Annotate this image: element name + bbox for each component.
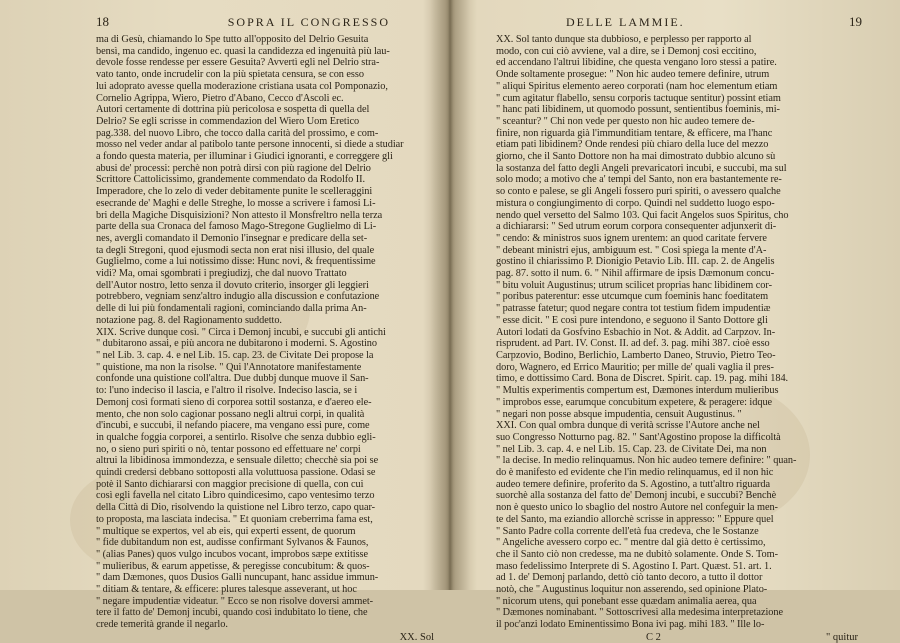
text-line: " ditiam & tentare, & efficere: plures talesque asseverant, ut hoc <box>96 584 357 596</box>
text-line: non è questo unico lo sbaglio del nostro Autore nel confeguir la men- <box>496 502 778 514</box>
text-line: a fondo questa materia, per illuminar i Giudici ignoranti, e correggere gli <box>96 151 393 163</box>
text-line: " Santo Padre colla corrente dell'età fua credeva, che le Sostanze <box>496 525 759 537</box>
text-line: " dam Dæmones, quos Dusios Galli nuncupant, hanc assidue immun- <box>96 572 379 584</box>
text-line: XX. Sol tanto dunque sta dubbioso, e perplesso per rapporto al <box>496 34 752 45</box>
text-line: mosso nel veder andar al patibolo tante persone innocenti, si diede a studiar <box>96 139 404 151</box>
text-line: suorchè alla sostanza del fatto de' Demonj incubi, e succubi? Benchè <box>496 490 777 502</box>
text-line: " Dæmones nominabant. " Sottoscrivesi alla medesima interpretazione <box>496 607 784 619</box>
text-line: Imperadore, che lo zelo di veder debitamente punite le scelleraggini <box>96 186 373 198</box>
text-line: devole fosse rendesse per essere Gesuita? Avvertì egli nel Delrio stra- <box>96 57 380 69</box>
text-line: mistura o congiungimento di corpo. Quindi nel suddetto luogo espo- <box>496 197 775 209</box>
text-line: " Multis experimentis compertum est, Dæmones interdum mulieribus <box>496 385 779 397</box>
text-line: " multique se expertos, vel ab eis, qui experti essent, de quorum <box>96 525 356 537</box>
text-line: delle di lui più fondamentali ragioni, cominciando dalla prima An- <box>96 303 367 315</box>
text-line: crede temerità grande il negarlo. <box>96 619 228 631</box>
text-line: potrebbero, vegniam senz'altro indugio alla discussion e confutazione <box>96 291 380 303</box>
right-catchword: " quitur <box>826 631 858 643</box>
left-running-head: SOPRA IL CONGRESSO <box>227 15 390 29</box>
text-line: finire, non riguarda già l'immunditiam tentare, & efficere, ma l'hanc <box>496 127 773 139</box>
text-line: to proposta, ma lasciata indecisa. " Et quoniam creberrima fama est, <box>96 513 373 525</box>
text-line: vidi? Ma, omai sgombrati i pregiudizj, che dal nuovo Trattato <box>96 268 347 280</box>
text-line: do è manifesto ed evidente che l'in medio relinquamus, ed il non hic <box>496 467 774 479</box>
text-line: in qualche foggia corporei, a sentirlo. Risolve che senza dubbio egli- <box>96 431 376 443</box>
text-line: esecrande de' Maghi e delle Streghe, lo mosse a scrivere i famosi Li- <box>96 197 376 209</box>
text-line: Autori certamente di dottrina più pericolosa e sospetta di quella del <box>96 104 370 116</box>
left-page-header <box>96 14 438 32</box>
text-line: confonde una quistione coll'altra. Due dubbj dunque muove il San- <box>96 373 369 385</box>
text-line: etiam pati libidinem? Onde rendesi più chiaro della luce del mezzo <box>496 139 769 151</box>
text-line: Guglielmo, come a lui notissimo disse: Hunc novi, & frequentissime <box>96 256 376 268</box>
text-line: così egli favella nel citato Libro quindicesimo, capo ventesimo terzo <box>96 490 375 502</box>
text-line: timo, e dottissimo Card. Bona de Discret. Spirit. cap. 19. pag. mihi 184. <box>496 373 789 385</box>
left-page-number: 18 <box>96 14 109 29</box>
text-line: no, o sieno puri spiriti o nò, tentar possono ed effettuare ne' corpi <box>96 443 361 455</box>
text-line: che il Santo ciò non credesse, ma ne dubitò solamente. Onde S. Tom- <box>496 548 778 560</box>
text-line: parte della sua Cronaca del famoso Mago-Stregone Guglielmo di Li- <box>96 221 377 233</box>
left-page-body <box>96 34 438 631</box>
text-line: ta degli Stregoni, quod ejusmodi secta non erat nisi illusio, del quale <box>96 244 375 256</box>
text-line: " dubitarono assai, e più ancora ne dubitarono i moderni. S. Agostino <box>96 338 378 350</box>
left-catchword: XX. Sol <box>399 631 434 643</box>
text-line: XXI. Con qual ombra dunque di verità scrisse l'Autore anche nel <box>496 420 760 432</box>
text-line: giorno, che il Santo Dottore non ha mai dimostrato dubbio alcuno sù <box>496 151 776 163</box>
text-line: Autori lodati da Gosfvino Esbachio in Not. & Addit. ad Carpzov. In- <box>496 326 776 338</box>
right-running-head: DELLE LAMMIE. <box>566 15 685 29</box>
text-line: ad 1. de' Demonj parlando, dettò ciò tanto decoro, a tutto il dottor <box>496 572 763 584</box>
text-line: altrui la libidinosa immondezza, e sensuale diletto; checchè sia poi se <box>96 455 379 467</box>
text-line: " cum agitatur flabello, sensu corporis tactuque sentitur) possint etiam <box>496 92 781 104</box>
text-line: maso fedelissimo Interprete di S. Agostino I. Part. Quæst. 51. art. 1. <box>496 560 772 572</box>
text-line: " poribus paterentur: esse utcumque cum foeminis hanc foeditatem <box>496 291 769 303</box>
text-line: pag. 87. sotto il num. 6. " Nihil affirmare de ipsis Dæmonum concu- <box>496 268 775 280</box>
text-line: te del Santo, ma eziandio allorchè scrisse in appresso: " Eppure quel <box>496 513 774 525</box>
text-line: a dichiararsi: " Sed utrum eorum corpora consequenter adjunxerit di- <box>496 221 777 233</box>
text-line: " debeant ministri ejus, ambiguum est. " Così spiega la mente d'A- <box>496 244 767 256</box>
text-line: il poc'anzi lodato Eminentissimo Bona ivi pag. mihi 183. " Ille lo- <box>496 619 765 631</box>
text-line: mento, che non solo cagionar possano negli altrui corpi, in qualità <box>96 408 365 420</box>
text-line: to: l'uno indeciso il lascia, e l'altro il risolve. Indeciso lascia, se i <box>96 385 358 397</box>
text-line: d'incubi, e succubi, il nefando piacere, ma vengano essi pure, come <box>96 420 370 432</box>
text-line: quindi credersi debbano sottoposti alla voluttuosa passione. Odasi se <box>96 467 376 479</box>
text-line: modo, con cui ciò avviene, val a dire, se i Demonj così eccitino, <box>496 45 757 57</box>
right-page-header <box>496 14 862 32</box>
text-line: bri della Magiche Disquisizioni? Non attesto il Monsfreltro nella terza <box>96 209 383 221</box>
text-line: Cornelio Agrippa, Wiero, Pietro d'Abano, Cecco d'Ascoli ec. <box>96 92 344 104</box>
text-line: " la decise. In medio relinquamus. Non hic audeo temere definire: " quan- <box>496 455 797 467</box>
signature-mark: C 2 <box>646 631 661 643</box>
text-line: dell'Autor nostro, letto senza il dovuto criterio, insorger gli leggieri <box>96 279 369 291</box>
text-line: ed accendano l'altrui libidine, che questa vengano loro stessi a patire. <box>496 57 777 69</box>
text-line: tere il fatto de' Demonj incubi, quando così indubitato lo tiene, che <box>96 607 368 619</box>
text-line: " mulieribus, & earum appetisse, & peregisse concubitum: & quos- <box>96 560 370 572</box>
text-line: audeo temere definire, proferito da S. Agostino, a tutt'altro riguarda <box>496 478 770 490</box>
text-line: doro, Wagnero, ed Errico Mauritio; per mille de' quali vaglia il pres- <box>496 361 774 373</box>
text-line: " nel Lib. 3. cap. 4. e nel Lib. 15. Cap. 23. de Civitate Dei, ma non <box>496 443 767 455</box>
text-line: vato tanto, onde incrudelir con la più spietata censura, se con esso <box>96 69 364 81</box>
text-line: suo Congresso Notturno pag. 82. " Sant'Agostino propose la difficoltà <box>496 431 781 443</box>
text-line: " (alias Panes) quos vulgo incubos vocant, improbos sæpe extitisse <box>96 548 369 560</box>
text-line: solo modo; a motivo che a' tempi del Santo, non era bastantemente re- <box>496 174 782 186</box>
text-line: " esse dicit. " E così pure intendono, e seguono il Santo Dottore gli <box>496 314 768 326</box>
text-line: " hanc pati libidinem, ut quomodo possunt, sentientibus foeminis, mi- <box>496 104 780 116</box>
text-line: " nel Lib. 3. cap. 4. e nel Lib. 15. cap. 23. de Civitate Dei propose la <box>96 349 374 361</box>
text-line: XIX. Scrive dunque così. " Circa i Demonj incubi, e succubi gli antichi <box>96 326 386 338</box>
text-line: lui adoprato avesse quella moderazione cristiana usata col Pomponazio, <box>96 80 388 92</box>
text-line: potè il Santo dichiararsi con maggior precisione di quella, con cui <box>96 478 364 490</box>
text-line: notò, che " Augustinus loquitur non asserendo, sed opinione Plato- <box>496 584 768 596</box>
text-line: Delrio? Se egli scrisse in commendazion del Wiero Uom Eretico <box>96 115 360 127</box>
text-line: gostino il chiarissimo P. Dionigio Petavio Lib. III. cap. 2. de Angelis <box>496 256 775 268</box>
left-page-footer <box>96 632 438 643</box>
text-line: ma di Gesù, chiamando lo Spe tutto all'opposito del Delrio Gesuita <box>96 34 369 45</box>
text-line: Demonj così formati sieno di corporea sottil sostanza, e d'aereo ele- <box>96 396 372 408</box>
text-line: bensì, ma candido, ingenuo ec. quasi la candidezza ed ingenuità più lau- <box>96 45 390 57</box>
text-line: " aliqui Spiritus elemento aereo corporati (nam hoc elementum etiam <box>496 80 778 92</box>
text-line: " patrasse fatetur; quod negare contra tot testium fidem impudentiæ <box>496 303 771 315</box>
right-page-body <box>496 34 862 631</box>
text-line: Carpzovio, Bodino, Berlichio, Lamberto Daneo, Struvio, Pietro Teo- <box>496 349 776 361</box>
text-line: Onde soltamente prosegue: " Non hic audeo temere definire, utrum <box>496 69 770 81</box>
text-line: abusi de' processi: perchè non potrà dirsi con più ragione del Delrio <box>96 162 371 174</box>
text-line: " negare impudentiæ videatur. " Ecco se non risolve doversi ammet- <box>96 595 374 607</box>
text-line: " negari non posse absque impudentia, censuit Augustinus. " <box>496 408 742 420</box>
text-line: " bitu voluit Augustinus; utrum scilicet proprias hanc libidinem cor- <box>496 279 772 291</box>
text-line: " fide dubitandum non est, audisse confirmant Sylvanos & Faunos, <box>96 537 369 549</box>
text-line: " cendo: & ministros suos ignem urentem: an quod caritate fervere <box>496 232 767 244</box>
text-line: la sostanza del fatto degli Angeli prevaricatori incubi, e succubi, ma sul <box>496 162 787 174</box>
text-line: pag.338. del nuovo Libro, che tocco dalla carità del prossimo, e com- <box>96 127 379 139</box>
text-line: risprudent. ad Part. IV. Const. II. ad def. 3. pag. mihi 387. cioè esso <box>496 338 770 350</box>
right-page-number: 19 <box>849 14 862 29</box>
text-line: " nicorum utens, qui ponebant esse quædam animalia aerea, qua <box>496 595 757 607</box>
text-line: della Città di Dio, risolvendo la quistione nel Libro terzo, capo quar- <box>96 502 376 514</box>
right-page <box>452 0 900 643</box>
text-line: " improbos esse, earumque concubitum expetere, & peragere: idque <box>496 396 773 408</box>
text-line: " sceantur? " Chi non vede per questo non hic audeo temere de- <box>496 115 755 127</box>
text-line: notazione pag. 8. del Ragionamento suddetto. <box>96 314 282 326</box>
text-line: Scrittore Cattolicissimo, grandemente commendato da Rodolfo II. <box>96 174 366 186</box>
text-line: nes, avergli comandato il Demonio l'insegnar e predicare della set- <box>96 232 368 244</box>
text-line: so conto e palese, se gli Angeli fossero puri spiriti, o avessero qualche <box>496 186 781 198</box>
text-line: nendo quel versetto del Salmo 103. Qui facit Angelos suos Spiritus, cho <box>496 209 789 221</box>
right-page-footer <box>496 632 862 643</box>
text-line: " Angeliche avessero corpo ec. " mentre dal già detto è certissimo, <box>496 537 766 549</box>
text-line: " quistione, ma non la risolse. " Qui l'Annotatore manifestamente <box>96 361 362 373</box>
left-page <box>0 0 448 643</box>
